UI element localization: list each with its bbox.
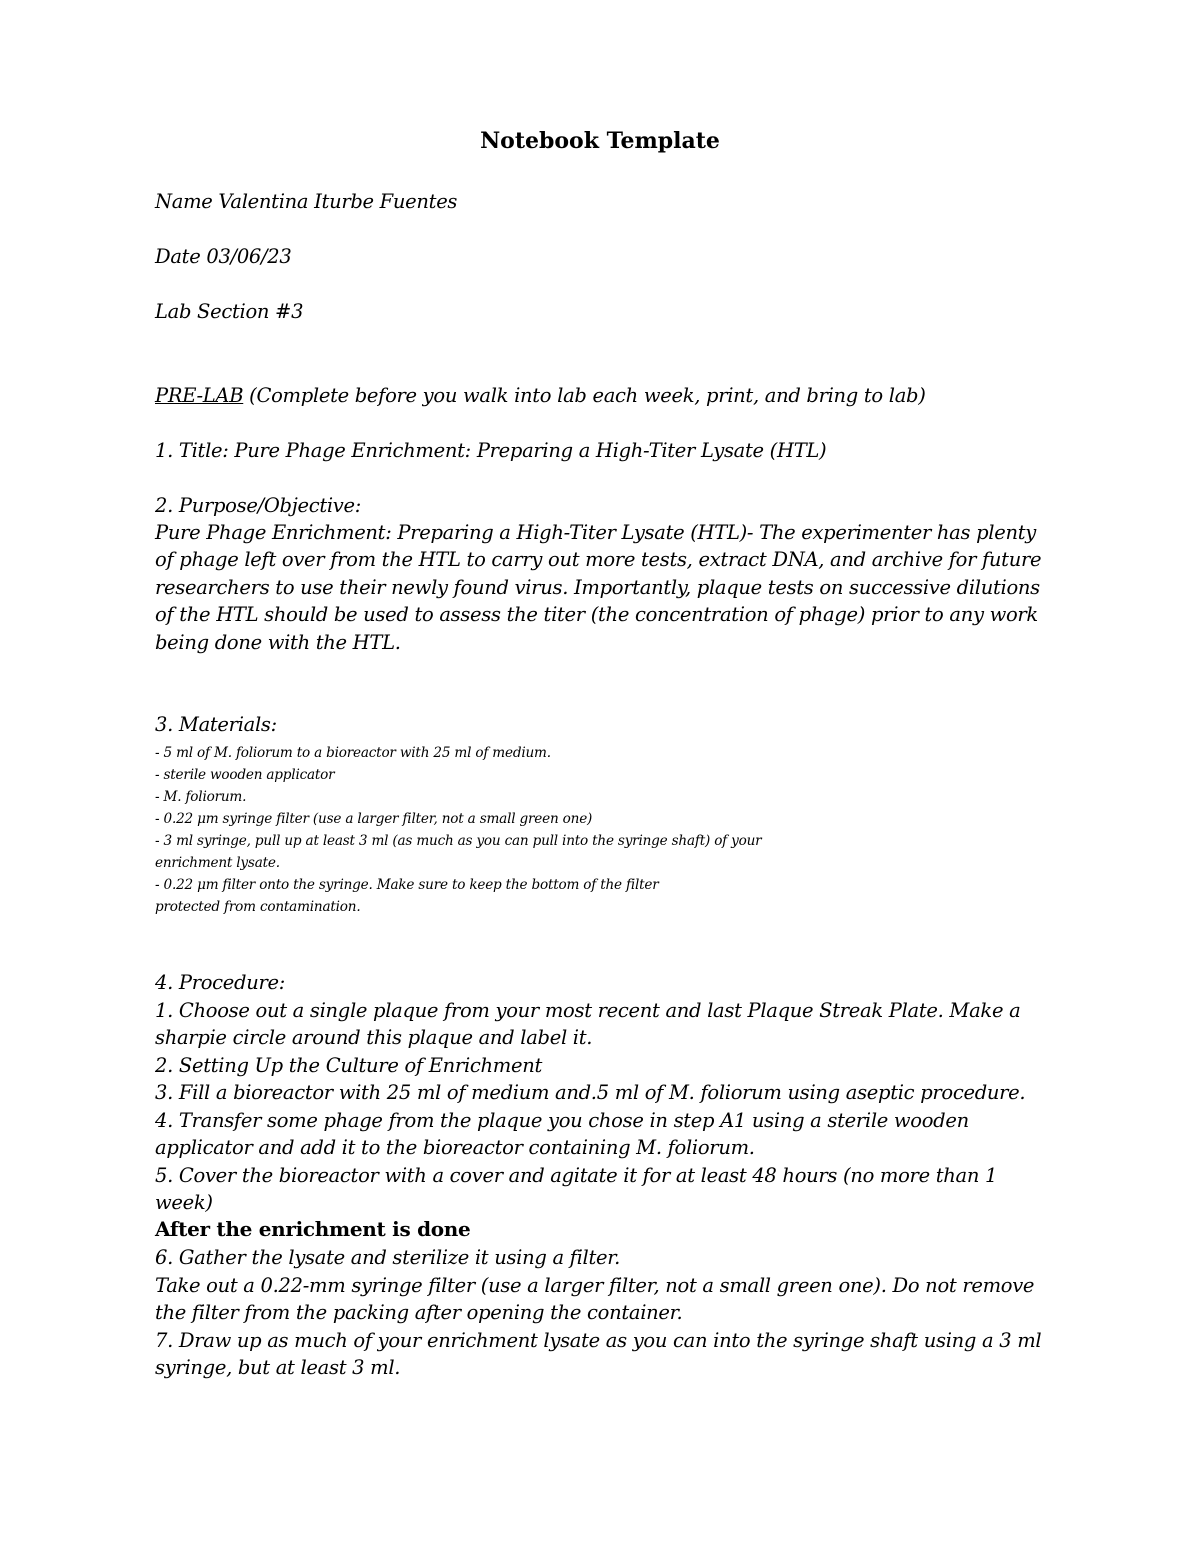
procedure-line: syringe, but at least 3 ml. bbox=[155, 1356, 401, 1379]
name-line: Name Valentina Iturbe Fuentes bbox=[155, 190, 458, 213]
purpose-line: of the HTL should be used to assess the titer (the concentration of phage) prior to any work bbox=[155, 603, 1038, 626]
procedure-line: the filter from the packing after opening the container. bbox=[155, 1301, 683, 1324]
materials-line: - 0.22 μm syringe filter (use a larger filter, not a small green one) bbox=[155, 811, 593, 827]
purpose-line: of phage left over from the HTL to carry out more tests, extract DNA, and archive for future bbox=[155, 548, 1042, 571]
materials-line: - 0.22 μm filter onto the syringe. Make sure to keep the bottom of the filter bbox=[155, 877, 659, 893]
purpose-line: being done with the HTL. bbox=[155, 631, 401, 654]
prelab-note: (Complete before you walk into lab each week, print, and bring to lab) bbox=[243, 384, 926, 407]
purpose-line: researchers to use their newly found virus. Importantly, plaque tests on successive dilutions bbox=[155, 576, 1040, 599]
materials-heading: 3. Materials: bbox=[155, 713, 277, 736]
date-line: Date 03/06/23 bbox=[155, 245, 292, 268]
procedure-line: 1. Choose out a single plaque from your most recent and last Plaque Streak Plate. Make a bbox=[155, 999, 1021, 1022]
materials-line: protected from contamination. bbox=[155, 899, 361, 915]
procedure-line: 7. Draw up as much of your enrichment lysate as you can into the syringe shaft using a 3 ml bbox=[155, 1329, 1042, 1352]
procedure-subheading: After the enrichment is done bbox=[155, 1217, 471, 1241]
materials-line: - 5 ml of M. foliorum to a bioreactor with 25 ml of medium. bbox=[155, 745, 551, 761]
page-title: Notebook Template bbox=[480, 128, 720, 154]
procedure-line: 6. Gather the lysate and sterilize it using a filter. bbox=[155, 1246, 621, 1269]
procedure-line: sharpie circle around this plaque and label it. bbox=[155, 1026, 593, 1049]
materials-line: - 3 ml syringe, pull up at least 3 ml (as much as you can pull into the syringe shaft) of your bbox=[155, 833, 762, 849]
lab-section-line: Lab Section #3 bbox=[155, 300, 304, 323]
procedure-line: 5. Cover the bioreactor with a cover and agitate it for at least 48 hours (no more than 1 bbox=[155, 1164, 998, 1187]
procedure-line: applicator and add it to the bioreactor containing M. foliorum. bbox=[155, 1136, 755, 1159]
prelab-label: PRE-LAB bbox=[155, 384, 244, 407]
materials-line: enrichment lysate. bbox=[155, 855, 280, 871]
materials-line: - sterile wooden applicator bbox=[155, 767, 335, 783]
procedure-heading: 4. Procedure: bbox=[155, 971, 286, 994]
procedure-line: Take out a 0.22-mm syringe filter (use a larger filter, not a small green one). Do not remove bbox=[155, 1274, 1035, 1297]
procedure-line: 3. Fill a bioreactor with 25 ml of medium and.5 ml of M. foliorum using aseptic procedure. bbox=[155, 1081, 1026, 1104]
procedure-line: week) bbox=[155, 1191, 213, 1214]
purpose-heading: 2. Purpose/Objective: bbox=[155, 494, 362, 517]
title-item: 1. Title: Pure Phage Enrichment: Preparing a High-Titer Lysate (HTL) bbox=[155, 439, 827, 462]
materials-line: - M. foliorum. bbox=[155, 789, 247, 805]
procedure-line: 2. Setting Up the Culture of Enrichment bbox=[155, 1054, 542, 1077]
procedure-line: 4. Transfer some phage from the plaque you chose in step A1 using a sterile wooden bbox=[155, 1109, 969, 1132]
purpose-line: Pure Phage Enrichment: Preparing a High-Titer Lysate (HTL)- The experimenter has plenty bbox=[155, 521, 1036, 544]
prelab-line bbox=[155, 382, 926, 409]
